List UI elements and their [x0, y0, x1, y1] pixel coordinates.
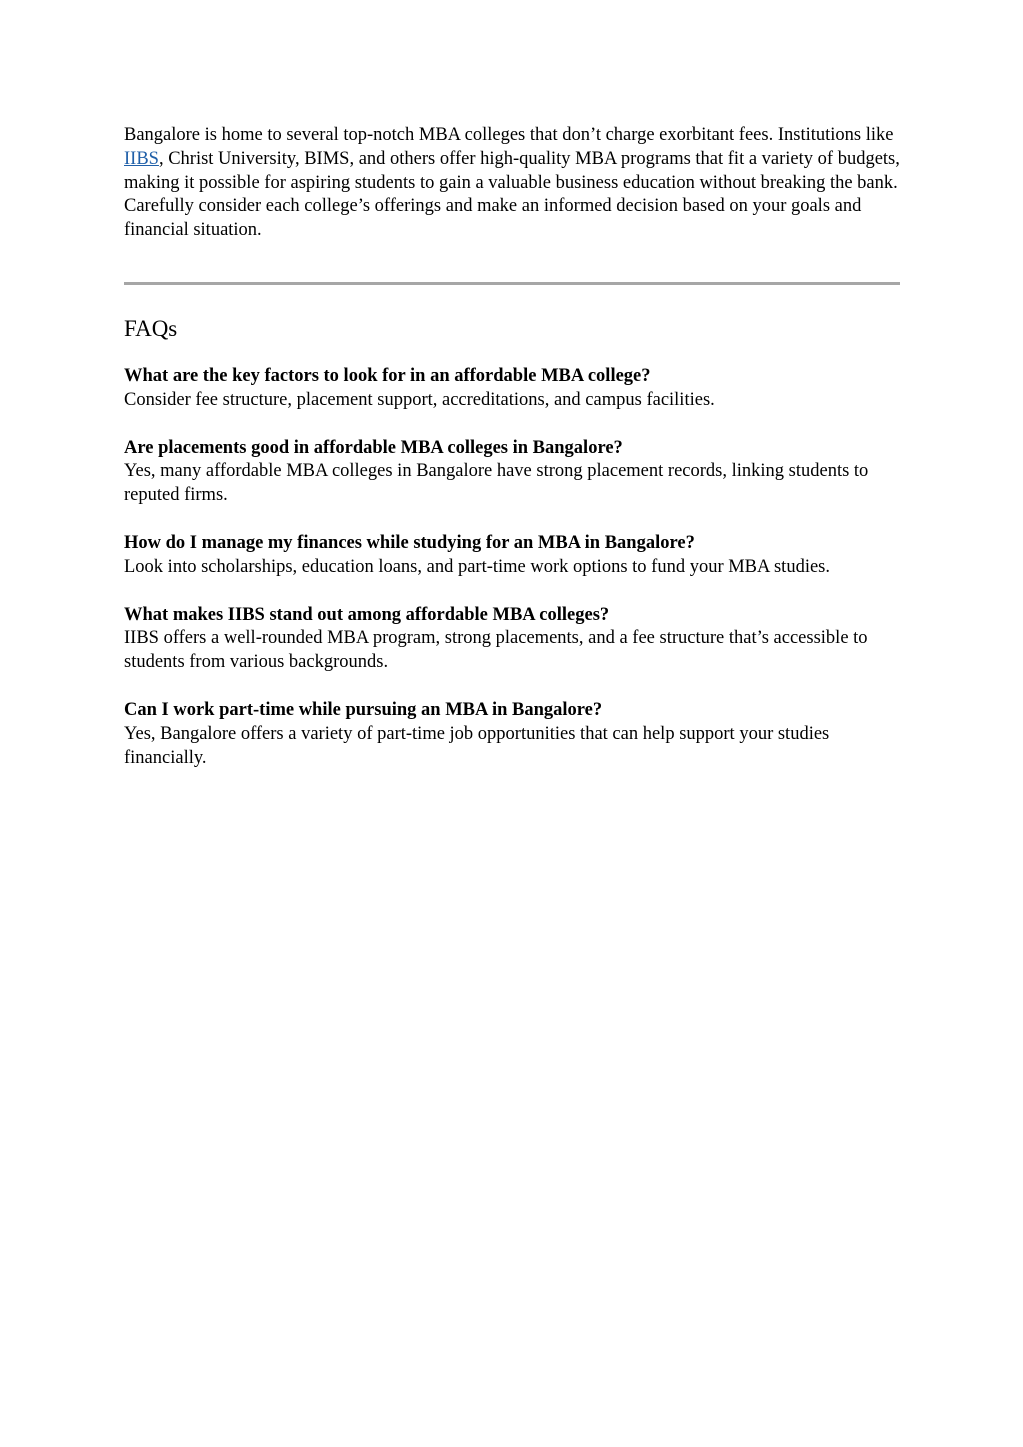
faq-question: What are the key factors to look for in an affordable MBA college?: [124, 365, 651, 386]
faq-item: [124, 365, 900, 413]
faq-answer: Look into scholarships, education loans, and part-time work options to fund your MBA studies.: [124, 556, 830, 577]
faq-question: Are placements good in affordable MBA colleges in Bangalore?: [124, 437, 623, 458]
faq-list: [124, 365, 900, 770]
faq-item: [124, 604, 900, 675]
faq-answer: Consider fee structure, placement support, accreditations, and campus facilities.: [124, 389, 715, 410]
faq-answer: IIBS offers a well-rounded MBA program, strong placements, and a fee structure that’s accessible to students from various backgrounds.: [124, 628, 868, 673]
faq-item: [124, 699, 900, 770]
iibs-link[interactable]: IIBS: [124, 148, 159, 169]
section-divider: [124, 282, 900, 285]
faq-item: [124, 532, 900, 580]
intro-text-after-link: , Christ University, BIMS, and others offer high-quality MBA programs that fit a variety of budgets, making it possible for aspiring students to gain a valuable business education without breaking the bank. Carefully consider each college’s offerings and make an informed decision based on your goals and financial situation.: [124, 148, 900, 241]
faq-heading: FAQs: [124, 315, 178, 341]
faq-question: How do I manage my finances while studying for an MBA in Bangalore?: [124, 532, 695, 553]
document-page: [124, 124, 900, 794]
faq-answer: Yes, many affordable MBA colleges in Bangalore have strong placement records, linking students to reputed firms.: [124, 461, 869, 506]
faq-question: What makes IIBS stand out among affordable MBA colleges?: [124, 604, 610, 625]
faq-answer: Yes, Bangalore offers a variety of part-time job opportunities that can help support your studies financially.: [124, 723, 830, 768]
faq-question: Can I work part-time while pursuing an MBA in Bangalore?: [124, 699, 603, 720]
intro-text-before-link: Bangalore is home to several top-notch MBA colleges that don’t charge exorbitant fees. Institutions like: [124, 125, 894, 145]
faq-item: [124, 437, 900, 508]
intro-paragraph: [124, 124, 900, 243]
